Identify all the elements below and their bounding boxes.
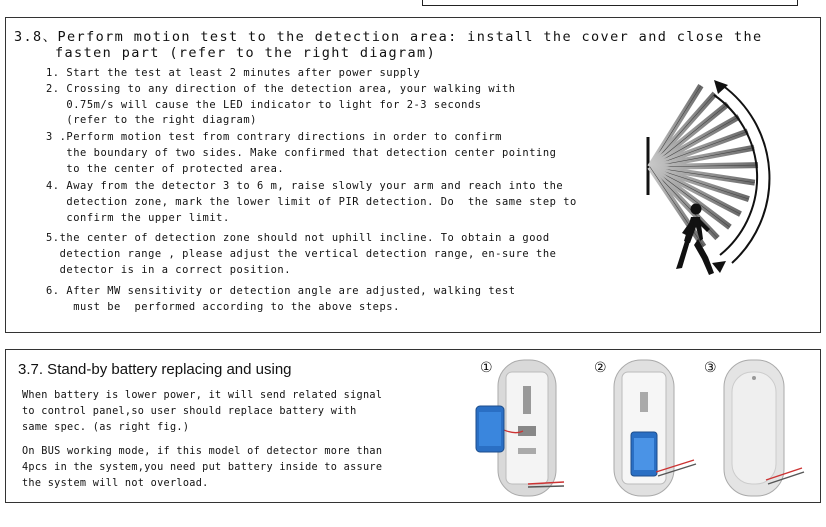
- battery-section: [5, 349, 821, 503]
- section-heading: 3.8、Perform motion test to the detection area: install the cover and close the: [14, 29, 763, 45]
- instruction-line: 5.the center of detection zone should not uphill incline. To obtain a good: [46, 232, 550, 244]
- walk-arrow-arc-outer: [722, 85, 769, 263]
- arrow-head-bottom: [712, 261, 726, 273]
- detection-pattern-diagram: [634, 63, 774, 293]
- detector-battery-inside-photo: [602, 356, 702, 498]
- instruction-line: confirm the upper limit.: [46, 212, 230, 224]
- instruction-line: detector is in a correct position.: [46, 264, 292, 276]
- battery-text-line: to control panel,so user should replace battery with: [22, 406, 357, 417]
- instruction-line: 1. Start the test at least 2 minutes after power supply: [46, 67, 421, 79]
- instruction-line: 6. After MW sensitivity or detection angle are adjusted, walking test: [46, 285, 516, 297]
- battery-text-line: When battery is lower power, it will send related signal: [22, 390, 383, 401]
- instruction-line: detection range , please adjust the vertical detection range, en-sure the: [46, 248, 557, 260]
- instruction-line: the boundary of two sides. Make confirmed that detection center pointing: [46, 147, 557, 159]
- section-heading: 3.7. Stand-by battery replacing and using: [18, 361, 292, 378]
- detector-closed-photo: [712, 356, 812, 498]
- motion-test-section: [5, 17, 821, 333]
- step-number-1: ①: [480, 360, 493, 376]
- battery-text-line: 4pcs in the system,you need put battery inside to assure: [22, 462, 383, 473]
- step-number-3: ③: [704, 360, 717, 376]
- instruction-line: 3 .Perform motion test from contrary directions in order to confirm: [46, 131, 502, 143]
- step-number-2: ②: [594, 360, 607, 376]
- battery-text-line: same spec. (as right fig.): [22, 422, 190, 433]
- battery-text-line: the system will not overload.: [22, 478, 209, 489]
- battery-text-line: On BUS working mode, if this model of detector more than: [22, 446, 383, 457]
- detection-rays: [650, 86, 758, 247]
- instruction-line: 2. Crossing to any direction of the detection area, your walking with: [46, 83, 516, 95]
- detector-open-battery-out-photo: [468, 356, 568, 498]
- instruction-line: 4. Away from the detector 3 to 6 m, raise slowly your arm and reach into the: [46, 180, 564, 192]
- instruction-line: 0.75m/s will cause the LED indicator to light for 2-3 seconds: [46, 99, 482, 111]
- section-heading-continued: fasten part (refer to the right diagram): [55, 45, 437, 61]
- instruction-line: (refer to the right diagram): [46, 114, 257, 126]
- instruction-line: detection zone, mark the lower limit of PIR detection. Do the same step to: [46, 196, 577, 208]
- instruction-line: to the center of protected area.: [46, 163, 285, 175]
- instruction-line: must be performed according to the above steps.: [46, 301, 400, 313]
- previous-section-box: [422, 0, 798, 6]
